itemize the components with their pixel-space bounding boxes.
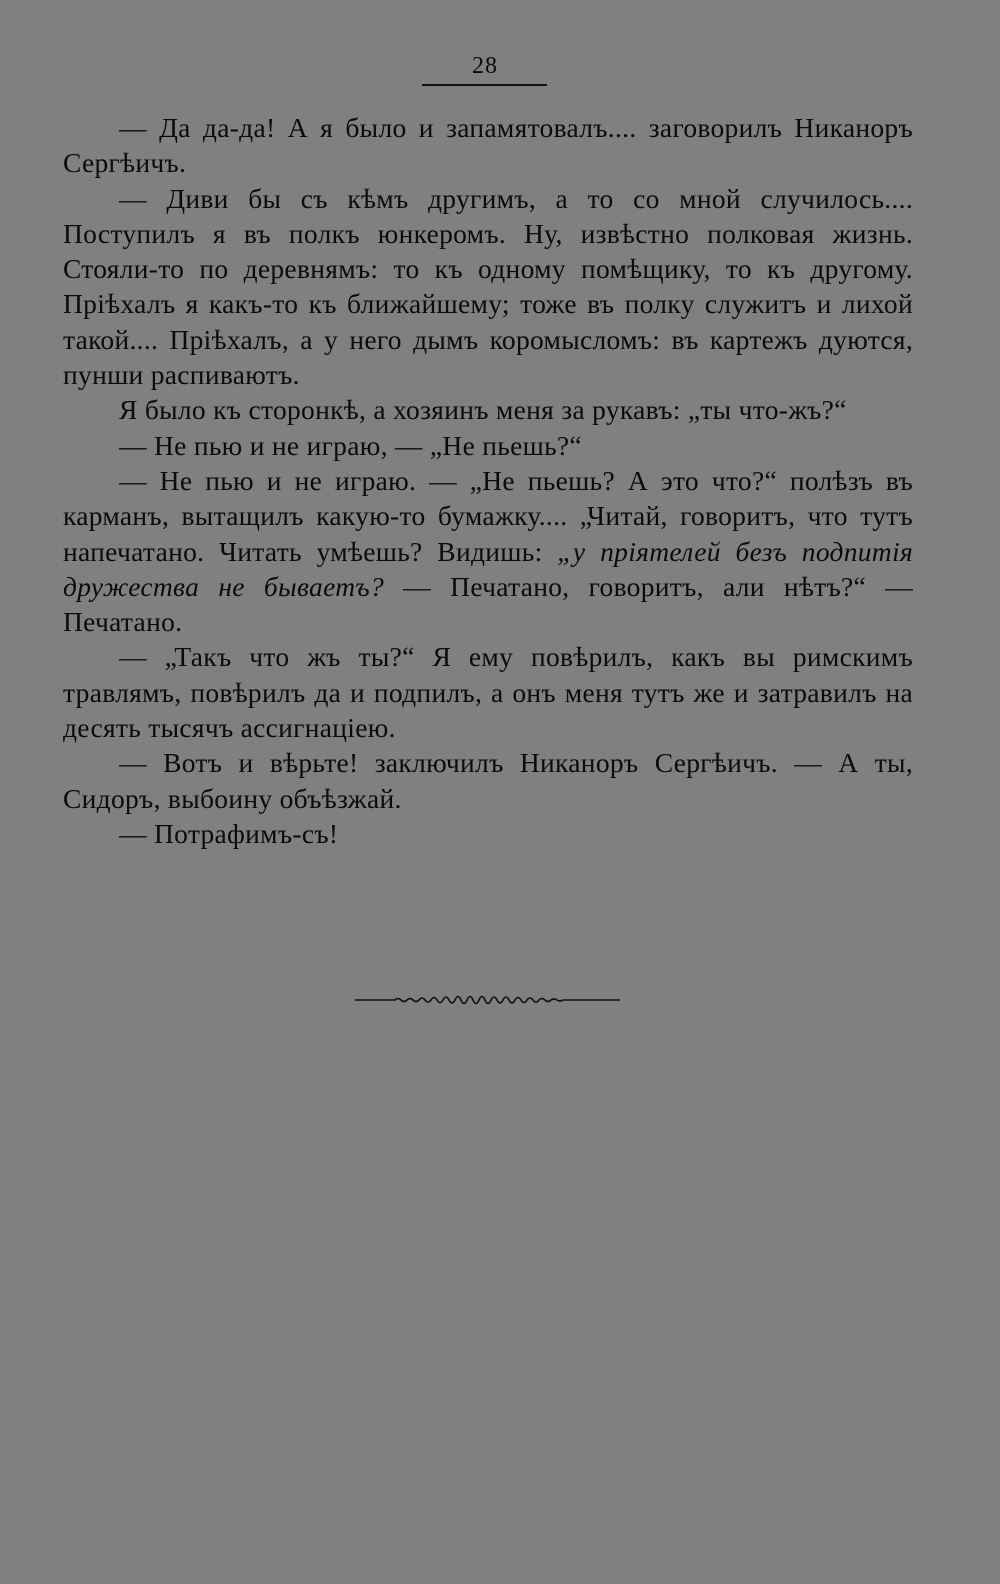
paragraph: — Вотъ и вѣрьте! заключилъ Никаноръ Сергѣичъ. — А ты, Сидоръ, выбоину объѣзжай. — [63, 747, 913, 814]
paragraph: — Диви бы съ кѣмъ другимъ, а то со мной случилось.... Поступилъ я въ полкъ юнкеромъ. Ну, извѣстно полковая жизнь. Стояли-то по деревнямъ: то къ одному помѣщику, то къ другому. Пріѣхалъ я какъ-то къ ближайшему; тоже въ полку служитъ и лихой такой.... Пріѣхалъ, а у него дымъ коромысломъ: въ картежъ дуются, пунши распиваютъ. — [63, 182, 913, 391]
page-number-rule — [422, 84, 547, 86]
paragraph: — Не пью и не играю, — „Не пьешь?“ — [119, 429, 582, 461]
paragraph: Я было къ сторонкѣ, а хозяинъ меня за рукавъ: „ты что-жъ?“ — [119, 394, 847, 426]
paragraph: — „Такъ что жъ ты?“ Я ему повѣрилъ, какъ вы римскимъ травлямъ, повѣрилъ да и подпилъ, а онъ меня тутъ же и затравилъ на десять тысячъ ассигнаціею. — [63, 641, 913, 744]
paragraph-text: — Печатано, говоритъ, али нѣтъ?“ — Печатано. — [63, 570, 913, 638]
page-number: 28 — [472, 53, 498, 79]
paragraph — [63, 463, 913, 639]
body-text — [63, 110, 913, 851]
paragraph: — Да да-да! А я было и запамятовалъ.... заговорилъ Никаноръ Сергѣичъ. — [63, 112, 913, 179]
italic-quote: „у пріятелей безъ подпитія дружества не бываетъ? — [63, 535, 913, 602]
paragraph-text: — Не пью и не играю. — „Не пьешь? А это что?“ полѣзъ въ карманъ, вытащилъ какую-то бумажку.... „Читай, говоритъ, что тутъ напечатано. Читать умѣешь? Видишь: — [63, 464, 913, 567]
paragraph: — Потрафимъ-съ! — [119, 817, 339, 849]
wavy-line-ornament-icon — [355, 988, 620, 1012]
